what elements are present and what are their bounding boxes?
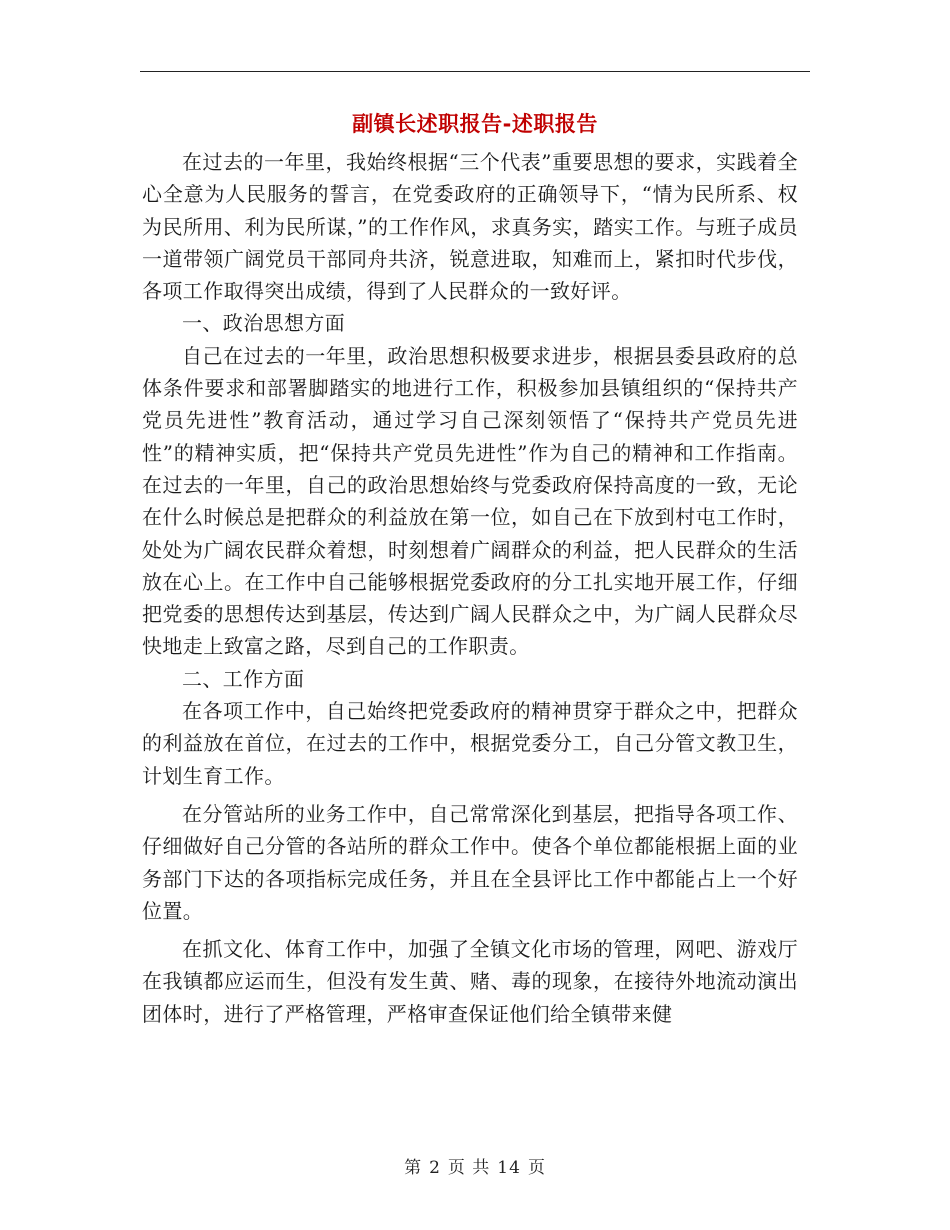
section-heading-political: 一、政治思想方面	[182, 311, 346, 336]
footer-prefix: 第	[404, 1158, 423, 1178]
page-footer	[0, 1153, 950, 1178]
footer-suffix: 页	[527, 1158, 546, 1178]
paragraph-intro: 在过去的一年里，我始终根据“三个代表”重要思想的要求，实践着全心全意为人民服务的誓言，在党委政府的正确领导下，“情为民所系、权为民所用、利为民所谋，”的工作作风，求真务实，踏实工作。与班子成员一道带领广阔党员干部同舟共济，锐意进取，知难而上，紧扣时代步伐，各项工作取得突出成绩，得到了人民群众的一致好评。	[142, 150, 798, 304]
document-body	[142, 146, 798, 1030]
current-page-number: 2	[429, 1158, 441, 1178]
paragraph-work-overview: 在各项工作中，自己始终把党委政府的精神贯穿于群众之中，把群众的利益放在首位，在过去的工作中，根据党委分工，自己分管文教卫生，计划生育工作。	[142, 699, 798, 788]
document-title: 副镇长述职报告-述职报告	[352, 112, 598, 136]
total-pages-number: 14	[497, 1158, 521, 1178]
header-divider	[140, 71, 810, 72]
footer-middle: 页 共	[447, 1158, 491, 1178]
section-heading-work: 二、工作方面	[182, 666, 305, 691]
paragraph-culture: 在抓文化、体育工作中，加强了全镇文化市场的管理，网吧、游戏厅在我镇都应运而生，但没有发生黄、赌、毒的现象，在接待外地流动演出团体时，进行了严格管理，严格审查保证他们给全镇带来健	[142, 937, 798, 1026]
paragraph-stations: 在分管站所的业务工作中，自己常常深化到基层，把指导各项工作、仔细做好自己分管的各站所的群众工作中。使各个单位都能根据上面的业务部门下达的各项指标完成任务，并且在全县评比工作中都能占上一个好位置。	[142, 801, 798, 923]
paragraph-political: 自己在过去的一年里，政治思想积极要求进步，根据县委县政府的总体条件要求和部署脚踏实的地进行工作，积极参加县镇组织的“保持共产党员先进性”教育活动，通过学习自己深刻领悟了“保持共产党员先进性”的精神实质，把“保持共产党员先进性”作为自己的精神和工作指南。在过去的一年里，自己的政治思想始终与党委政府保持高度的一致，无论在什么时候总是把群众的利益放在第一位，如自己在下放到村屯工作时，处处为广阔农民群众着想，时刻想着广阔群众的利益，把人民群众的生活放在心上。在工作中自己能够根据党委政府的分工扎实地开展工作，仔细把党委的思想传达到基层，传达到广阔人民群众之中，为广阔人民群众尽快地走上致富之路，尽到自己的工作职责。	[142, 343, 798, 659]
